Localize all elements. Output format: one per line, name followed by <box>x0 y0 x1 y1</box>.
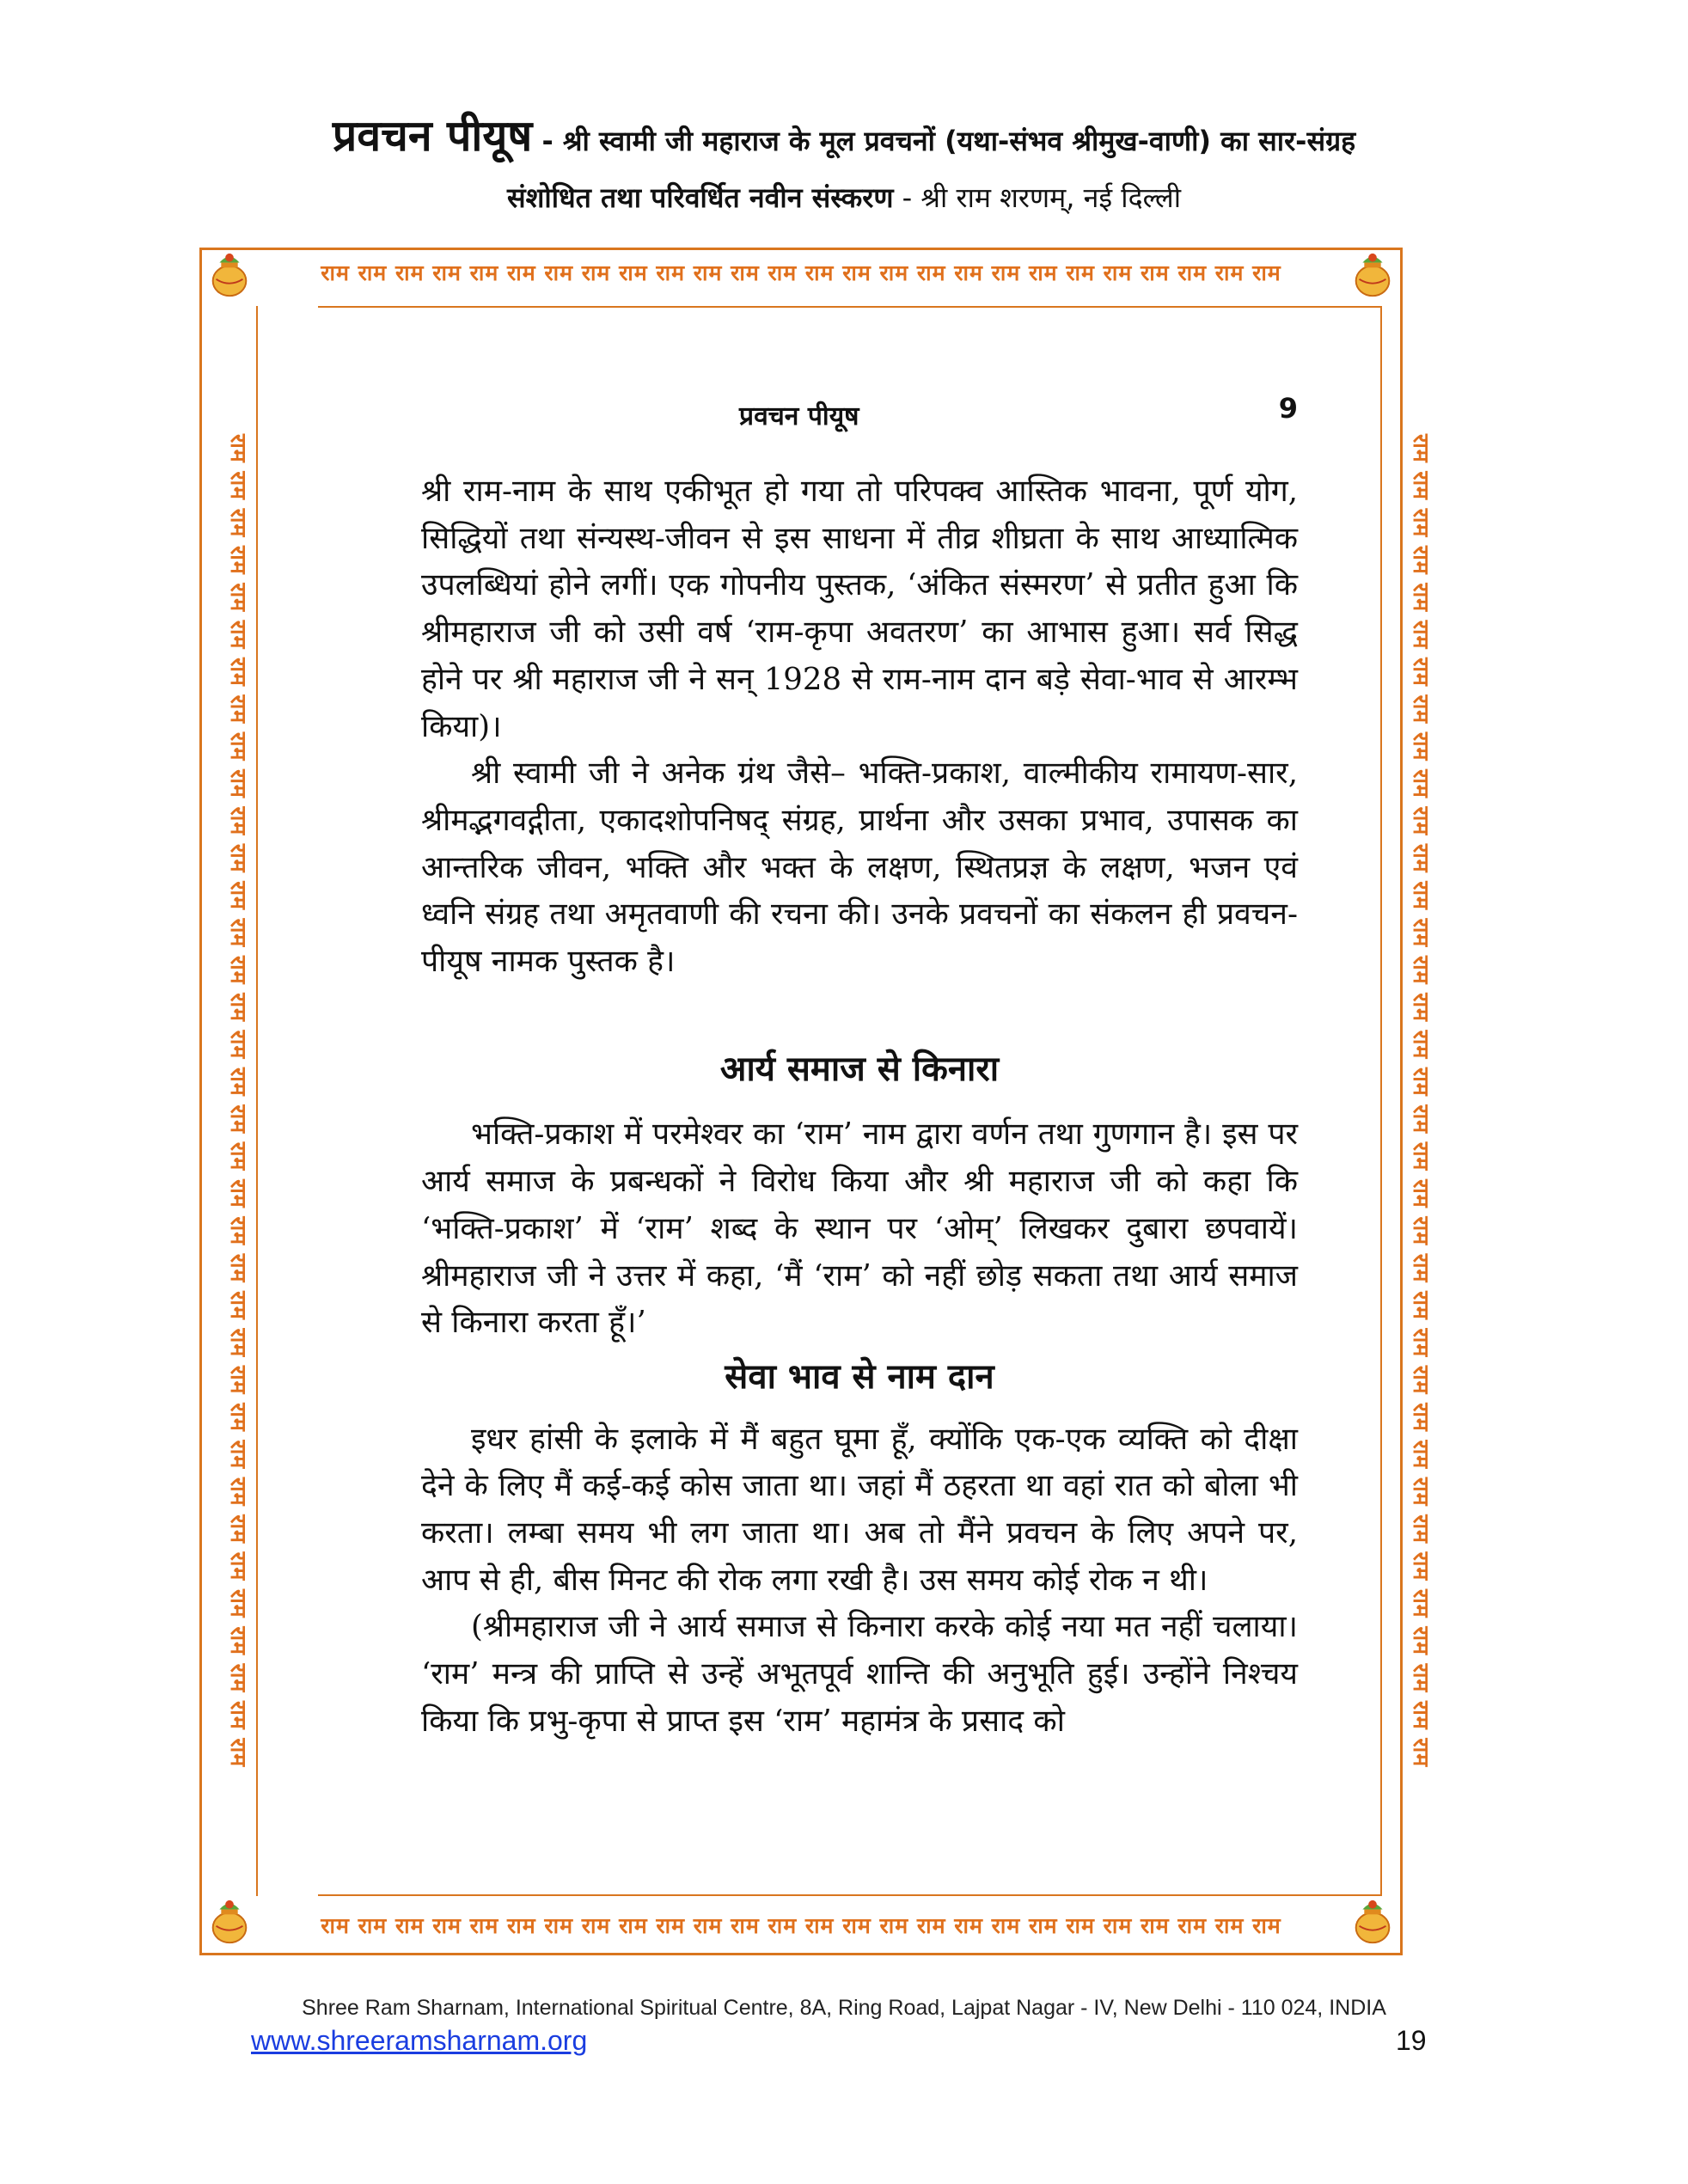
scanned-page-header <box>421 392 1298 440</box>
footer-page-number: 19 <box>1396 2025 1427 2056</box>
paragraph: इधर हांसी के इलाके में मैं बहुत घूमा हूँ, क्योंकि एक-एक व्यक्ति को दीक्षा देने के लिए मैं कई-कई कोस जाता था। जहां मैं ठहरता था वहां रात को बोला भी करता। लम्बा समय भी लग जाता था। अब तो मैंने प्रवचन के लिए अपने पर, आप से ही, बीस मिनट की रोक लगा रखी है। उस समय कोई रोक न थी। <box>421 1421 1298 1598</box>
ram-border-left: राम राम राम राम राम राम राम राम राम राम राम राम राम राम राम राम राम राम राम राम राम राम राम राम राम राम राम राम राम राम राम राम राम राम राम राम <box>226 434 251 1768</box>
book-subtitle: - श्री स्वामी जी महाराज के मूल प्रवचनों (यथा-संभव श्रीमुख-वाणी) का सार-संग्रह <box>532 125 1356 157</box>
section-heading: सेवा भाव से नाम दान <box>725 1356 994 1397</box>
running-title: प्रवचन पीयूष <box>739 401 859 431</box>
edition-label: संशोधित तथा परिवर्धित नवीन संस्करण <box>507 181 894 214</box>
kalash-icon <box>205 1898 254 1948</box>
kalash-icon <box>1348 1898 1397 1948</box>
website-link[interactable]: www.shreeramsharnam.org <box>251 2025 588 2056</box>
document-header-title <box>0 105 1688 163</box>
document-header-edition <box>0 179 1688 216</box>
paragraph: श्री राम-नाम के साथ एकीभूत हो गया तो परिपक्व आस्तिक भावना, पूर्ण योग, सिद्धियों तथा संन्यस्थ-जीवन से इस साधना में तीव्र शीघ्रता के साथ आध्यात्मिक उपलब्धियां होने लगीं। एक गोपनीय पुस्तक, ‘अंकित संस्मरण’ से प्रतीत हुआ कि श्रीमहाराज जी को उसी वर्ष ‘राम-कृपा अवतरण’ का आभास हुआ। सर्व सिद्ध होने पर श्री महाराज जी ने सन् 1928 से राम-नाम दान बड़े सेवा-भाव से आरम्भ किया)। <box>421 474 1298 744</box>
ram-border-top: राम राम राम राम राम राम राम राम राम राम राम राम राम राम राम राम राम राम राम राम राम राम राम राम राम राम <box>321 260 1281 285</box>
paragraph: श्री स्वामी जी ने अनेक ग्रंथ जैसे– भक्ति-प्रकाश, वाल्मीकीय रामायण-सार, श्रीमद्भगवद्गीता, एकादशोपनिषद् संग्रह, प्रार्थना और उसका प्रभाव, उपासक का आन्तरिक जीवन, भक्ति और भक्त के लक्षण, स्थितप्रज्ञ के लक्षण, भजन एवं ध्वनि संग्रह तथा अमृतवाणी की रचना की। उनके प्रवचनों का संकलन ही प्रवचन-पीयूष नामक पुस्तक है। <box>421 756 1298 980</box>
kalash-icon <box>205 251 254 301</box>
footer-address: Shree Ram Sharnam, International Spiritual Centre, 8A, Ring Road, Lajpat Nagar - IV, New Delhi - 110 024, INDIA <box>302 1996 1386 2020</box>
ram-border-right: राम राम राम राम राम राम राम राम राम राम राम राम राम राम राम राम राम राम राम राम राम राम राम राम राम राम राम राम राम राम राम राम राम राम राम राम <box>1409 434 1434 1768</box>
inner-frame-left-line <box>256 306 258 1896</box>
paragraph: भक्ति-प्रकाश में परमेश्वर का ‘राम’ नाम द्वारा वर्णन तथा गुणगान है। इस पर आर्य समाज के प्रबन्धकों ने विरोध किया और श्री महाराज जी को कहा कि ‘भक्ति-प्रकाश’ में ‘राम’ शब्द के स्थान पर ‘ओम्’ लिखकर दुबारा छपवायें। श्रीमहाराज जी ने उत्तर में कहा, ‘मैं ‘राम’ को नहीं छोड़ सकता तथा आर्य समाज से किनारा करता हूँ।’ <box>421 1116 1298 1341</box>
kalash-icon <box>1348 251 1397 301</box>
paragraph: (श्रीमहाराज जी ने आर्य समाज से किनारा करके कोई नया मत नहीं चलाया। ‘राम’ मन्त्र की प्राप्ति से उन्हें अभूतपूर्व शान्ति की अनुभूति हुई। उन्होंने निश्चय किया कि प्रभु-कृपा से प्राप्त इस ‘राम’ महामंत्र के प्रसाद को <box>421 1609 1298 1739</box>
book-title: प्रवचन पीयूष <box>332 111 533 161</box>
scanned-page-number: 9 <box>1278 392 1298 425</box>
ram-border-bottom: राम राम राम राम राम राम राम राम राम राम राम राम राम राम राम राम राम राम राम राम राम राम राम राम राम राम <box>321 1913 1281 1938</box>
page-body <box>421 468 1298 1746</box>
section-heading: आर्य समाज से किनारा <box>719 1049 1000 1089</box>
publisher-label: - श्री राम शरणम्, नई दिल्ली <box>893 181 1181 214</box>
